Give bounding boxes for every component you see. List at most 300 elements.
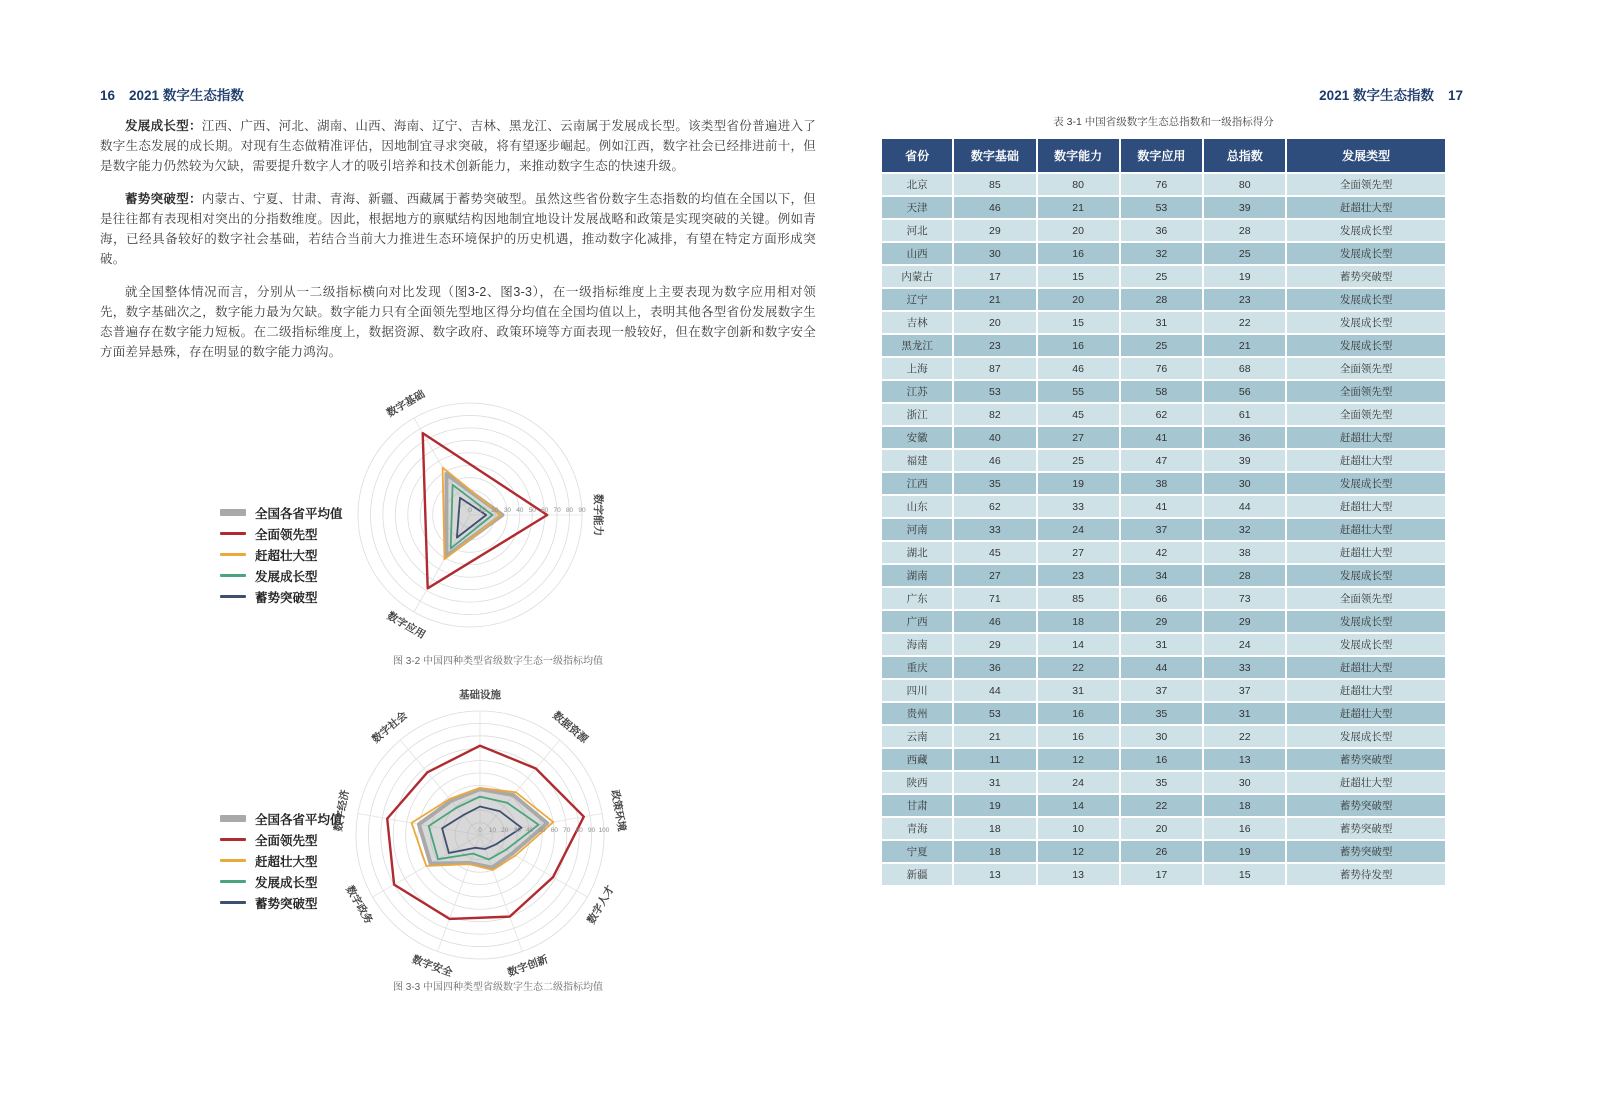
table-cell: 39 [1204,450,1285,471]
table-cell: 蓄势突破型 [1287,266,1445,287]
table-cell: 30 [1204,473,1285,494]
report-title-left: 2021 数字生态指数 [129,88,244,103]
table-cell: 23 [1204,289,1285,310]
table-cell: 23 [954,335,1035,356]
table-cell: 16 [1038,726,1119,747]
legend-label: 发展成长型 [255,569,318,584]
table-cell: 32 [1204,519,1285,540]
table-cell: 27 [954,565,1035,586]
table-cell: 14 [1038,795,1119,816]
table-cell: 62 [1121,404,1202,425]
radar-chart-level2 [290,680,670,990]
axis-label: 基础设施 [459,688,501,701]
table-cell: 发展成长型 [1287,473,1445,494]
table-cell: 全面领先型 [1287,381,1445,402]
legend-label: 发展成长型 [255,875,318,890]
table-cell: 赶超壮大型 [1287,450,1445,471]
table-cell: 发展成长型 [1287,565,1445,586]
tick-label: 60 [541,507,549,514]
table-cell: 15 [1038,312,1119,333]
table-cell: 赶超壮大型 [1287,680,1445,701]
table-row [882,795,1445,816]
table-cell: 宁夏 [882,841,952,862]
table-cell: 46 [954,197,1035,218]
table-row [882,473,1445,494]
axis-label: 数字经济 [332,788,352,833]
legend-label: 赶超壮大型 [255,548,318,563]
report-title-right: 2021 数字生态指数 [1319,88,1434,103]
table-cell: 青海 [882,818,952,839]
table-cell: 22 [1038,657,1119,678]
table-cell: 陕西 [882,772,952,793]
table-cell: 20 [954,312,1035,333]
table-cell: 85 [1038,588,1119,609]
table-cell: 31 [1038,680,1119,701]
legend-swatch [220,901,246,905]
tick-label: 0 [478,827,482,834]
axis-label: 数字政务 [343,883,375,927]
tick-label: 30 [503,507,511,514]
table-cell: 29 [1121,611,1202,632]
table-cell: 发展成长型 [1287,335,1445,356]
table-cell: 30 [1121,726,1202,747]
table-cell: 36 [954,657,1035,678]
axis-label: 数字基础 [384,388,428,420]
table-row [882,818,1445,839]
tick-label: 0 [468,507,472,514]
table-cell: 浙江 [882,404,952,425]
table-cell: 29 [954,220,1035,241]
tick-label: 90 [578,507,586,514]
table-cell: 赶超壮大型 [1287,542,1445,563]
table-cell: 76 [1121,358,1202,379]
table-cell: 53 [954,381,1035,402]
table-cell: 河北 [882,220,952,241]
table-cell: 44 [1204,496,1285,517]
table-cell: 吉林 [882,312,952,333]
table-cell: 发展成长型 [1287,243,1445,264]
table-cell: 66 [1121,588,1202,609]
paragraph-lead: 蓄势突破型： [125,192,202,206]
table-row [882,381,1445,402]
paragraph-growing-type [100,116,816,176]
table-cell: 13 [954,864,1035,885]
axis-label: 数字安全 [410,953,454,980]
table-cell: 赶超壮大型 [1287,703,1445,724]
table-cell: 广东 [882,588,952,609]
table-cell: 上海 [882,358,952,379]
table-cell: 发展成长型 [1287,634,1445,655]
table-section [880,114,1447,887]
table-cell: 赶超壮大型 [1287,519,1445,540]
table-cell: 35 [1121,772,1202,793]
tick-label: 10 [488,827,497,834]
table-cell: 20 [1121,818,1202,839]
column-header: 数字应用 [1121,139,1202,172]
table-cell: 内蒙古 [882,266,952,287]
table-cell: 赶超壮大型 [1287,772,1445,793]
table-cell: 46 [954,611,1035,632]
table-cell: 31 [954,772,1035,793]
table-row [882,243,1445,264]
table-cell: 27 [1038,542,1119,563]
table-cell: 28 [1204,565,1285,586]
table-cell: 24 [1038,519,1119,540]
table-cell: 广西 [882,611,952,632]
table-cell: 37 [1121,680,1202,701]
table-cell: 云南 [882,726,952,747]
table-cell: 赶超壮大型 [1287,197,1445,218]
page-number-right: 17 [1447,88,1463,103]
table-cell: 16 [1038,335,1119,356]
tick-label: 40 [516,507,524,514]
table-cell: 19 [954,795,1035,816]
table-cell: 41 [1121,496,1202,517]
table-row [882,312,1445,333]
table-cell: 发展成长型 [1287,220,1445,241]
column-header: 省份 [882,139,952,172]
table-cell: 蓄势待发型 [1287,864,1445,885]
table-cell: 25 [1038,450,1119,471]
table-cell: 25 [1204,243,1285,264]
table-cell: 31 [1121,634,1202,655]
table-cell: 蓄势突破型 [1287,818,1445,839]
table-cell: 全面领先型 [1287,358,1445,379]
table-cell: 22 [1121,795,1202,816]
table-cell: 22 [1204,726,1285,747]
table-cell: 蓄势突破型 [1287,749,1445,770]
legend-swatch [220,815,246,822]
table-cell: 31 [1121,312,1202,333]
table-row [882,404,1445,425]
table-cell: 55 [1038,381,1119,402]
table-cell: 山东 [882,496,952,517]
table-row [882,657,1445,678]
table-cell: 85 [954,174,1035,195]
table-cell: 14 [1038,634,1119,655]
tick-label: 20 [501,827,509,834]
table-cell: 26 [1121,841,1202,862]
table-cell: 赶超壮大型 [1287,657,1445,678]
table-row [882,772,1445,793]
table-cell: 19 [1038,473,1119,494]
table-row [882,680,1445,701]
paragraph-national-overview [100,282,816,362]
table-cell: 13 [1038,864,1119,885]
table-cell: 21 [954,726,1035,747]
table-row [882,289,1445,310]
page-header-left [100,84,244,104]
table-row [882,220,1445,241]
table-cell: 62 [954,496,1035,517]
legend-label: 蓄势突破型 [255,590,318,605]
table-cell: 29 [1204,611,1285,632]
table-cell: 天津 [882,197,952,218]
table-cell: 18 [1204,795,1285,816]
table-cell: 87 [954,358,1035,379]
table-row [882,634,1445,655]
body-text-column [100,116,816,362]
legend-swatch [220,859,246,863]
table-cell: 18 [954,818,1035,839]
table-cell: 19 [1204,266,1285,287]
tick-label: 50 [528,507,536,514]
table-cell: 重庆 [882,657,952,678]
table-cell: 24 [1204,634,1285,655]
table-body [882,174,1445,885]
table-cell: 28 [1204,220,1285,241]
legend-swatch [220,880,246,884]
table-cell: 黑龙江 [882,335,952,356]
table-cell: 蓄势突破型 [1287,841,1445,862]
table-cell: 23 [1038,565,1119,586]
tick-label: 60 [550,827,559,834]
table-cell: 46 [954,450,1035,471]
tick-label: 10 [478,507,487,514]
table-row [882,703,1445,724]
figure-3-2 [140,384,856,676]
table-row [882,335,1445,356]
table-header-row [882,139,1445,172]
axis-label: 数字能力 [592,494,605,536]
table-cell: 16 [1038,243,1119,264]
table-cell: 36 [1204,427,1285,448]
table-title: 表 3-1 中国省级数字生态总指数和一级指标得分 [1053,116,1274,128]
tick-label: 50 [538,827,546,834]
axis-label: 数字创新 [506,953,550,980]
table-cell: 全面领先型 [1287,588,1445,609]
table-row [882,519,1445,540]
table-cell: 21 [1204,335,1285,356]
table-cell: 20 [1038,289,1119,310]
table-cell: 32 [1121,243,1202,264]
table-cell: 31 [1204,703,1285,724]
table-cell: 15 [1038,266,1119,287]
table-cell: 41 [1121,427,1202,448]
column-header: 发展类型 [1287,139,1445,172]
figure-caption: 图 3-2 中国四种类型省级数字生态一级指标均值 [392,656,603,667]
table-cell: 68 [1204,358,1285,379]
table-cell: 贵州 [882,703,952,724]
table-cell: 湖南 [882,565,952,586]
table-row [882,427,1445,448]
page-number-left: 16 [100,88,116,103]
table-row [882,450,1445,471]
table-cell: 16 [1204,818,1285,839]
table-cell: 13 [1204,749,1285,770]
table-cell: 12 [1038,841,1119,862]
column-header: 数字基础 [954,139,1035,172]
table-cell: 33 [954,519,1035,540]
table-cell: 河南 [882,519,952,540]
table-cell: 赶超壮大型 [1287,427,1445,448]
table-cell: 发展成长型 [1287,312,1445,333]
table-cell: 全面领先型 [1287,174,1445,195]
legend-label: 全国各省平均值 [255,506,343,521]
legend-label: 蓄势突破型 [255,896,318,911]
tick-label: 100 [598,827,610,834]
table-cell: 44 [954,680,1035,701]
paragraph-breakthrough-type [100,189,816,269]
table-cell: 45 [1038,404,1119,425]
table-row [882,496,1445,517]
table-cell: 发展成长型 [1287,611,1445,632]
table-cell: 16 [1038,703,1119,724]
tick-label: 20 [491,507,499,514]
table-cell: 80 [1204,174,1285,195]
table-cell: 15 [1204,864,1285,885]
table-cell: 30 [954,243,1035,264]
table-cell: 10 [1038,818,1119,839]
table-cell: 33 [1204,657,1285,678]
figure-caption: 图 3-3 中国四种类型省级数字生态二级指标均值 [392,982,603,993]
table-cell: 安徽 [882,427,952,448]
table-cell: 福建 [882,450,952,471]
table-row [882,588,1445,609]
table-cell: 73 [1204,588,1285,609]
page-header-right [1319,84,1463,104]
table-cell: 71 [954,588,1035,609]
table-cell: 36 [1121,220,1202,241]
tick-label: 80 [565,507,574,514]
table-cell: 82 [954,404,1035,425]
legend-swatch [220,532,246,536]
table-cell: 湖北 [882,542,952,563]
table-cell: 发展成长型 [1287,289,1445,310]
legend-label: 全国各省平均值 [255,812,343,827]
legend-label: 全面领先型 [255,833,318,848]
legend-swatch [220,574,246,578]
table-cell: 新疆 [882,864,952,885]
tick-label: 80 [575,827,583,834]
table-cell: 甘肃 [882,795,952,816]
tick-label: 70 [553,507,561,514]
table-cell: 江西 [882,473,952,494]
table-cell: 30 [1204,772,1285,793]
paragraph-text: 就全国整体情况而言，分别从一二级指标横向对比发现（图3-2、图3-3），在一级指标维度上主要表现为数字应用相对领先，数字基础次之，数字能力最为欠缺。数字能力只有全面领先型地区得分均值在全国均值以上，表明其他各型省份发展数字生态普遍存在数字能力短板。在二级指标维度上，数据资源、数字政府、政策环境等方面表现一般较好，但在数字创新和数字安全方面差异悬殊，存在明显的数字能力鸿沟。 [100,285,816,359]
table-cell: 28 [1121,289,1202,310]
table-cell: 37 [1204,680,1285,701]
table-cell: 赶超壮大型 [1287,496,1445,517]
table-cell: 西藏 [882,749,952,770]
table-cell: 25 [1121,266,1202,287]
table-cell: 40 [954,427,1035,448]
table-cell: 江苏 [882,381,952,402]
radar-chart-level1 [300,384,640,646]
table-cell: 56 [1204,381,1285,402]
table-cell: 16 [1121,749,1202,770]
table-cell: 24 [1038,772,1119,793]
legend-label: 赶超壮大型 [255,854,318,869]
column-header: 数字能力 [1038,139,1119,172]
table-cell: 47 [1121,450,1202,471]
table-row [882,864,1445,885]
table-cell: 山西 [882,243,952,264]
table-cell: 76 [1121,174,1202,195]
axis-label: 数字人才 [585,883,617,927]
tick-label: 90 [587,827,596,834]
table-cell: 21 [954,289,1035,310]
table-cell: 46 [1038,358,1119,379]
table-cell: 22 [1204,312,1285,333]
table-row [882,841,1445,862]
table-cell: 38 [1204,542,1285,563]
tick-label: 40 [525,827,534,834]
table-cell: 21 [1038,197,1119,218]
provinces-table [880,137,1447,887]
table-cell: 42 [1121,542,1202,563]
table-cell: 发展成长型 [1287,726,1445,747]
table-cell: 80 [1038,174,1119,195]
table-cell: 蓄势突破型 [1287,795,1445,816]
axis-label: 政策环境 [608,788,628,833]
table-cell: 33 [1038,496,1119,517]
legend-swatch [220,509,246,516]
table-cell: 四川 [882,680,952,701]
table-row [882,726,1445,747]
table-cell: 38 [1121,473,1202,494]
table-cell: 17 [954,266,1035,287]
table-cell: 19 [1204,841,1285,862]
table-cell: 35 [1121,703,1202,724]
axis-label: 数字社会 [369,709,410,746]
table-cell: 29 [954,634,1035,655]
legend-swatch [220,838,246,842]
table-cell: 25 [1121,335,1202,356]
table-cell: 18 [1038,611,1119,632]
table-cell: 37 [1121,519,1202,540]
paragraph-lead: 发展成长型： [125,119,202,133]
table-row [882,358,1445,379]
table-cell: 17 [1121,864,1202,885]
table-cell: 61 [1204,404,1285,425]
table-cell: 20 [1038,220,1119,241]
table-cell: 27 [1038,427,1119,448]
table-cell: 海南 [882,634,952,655]
table-row [882,542,1445,563]
figure-3-3 [140,678,856,992]
table-cell: 12 [1038,749,1119,770]
table-row [882,565,1445,586]
table-cell: 35 [954,473,1035,494]
table-cell: 全面领先型 [1287,404,1445,425]
table-row [882,611,1445,632]
axis-label: 数据资源 [550,709,591,746]
legend-swatch [220,595,246,599]
table-cell: 18 [954,841,1035,862]
table-cell: 53 [954,703,1035,724]
legend-label: 全面领先型 [255,527,318,542]
table-cell: 39 [1204,197,1285,218]
table-cell: 34 [1121,565,1202,586]
table-cell: 44 [1121,657,1202,678]
paragraph-text: 内蒙古、宁夏、甘肃、青海、新疆、西藏属于蓄势突破型。虽然这些省份数字生态指数的均值在全国以下，但是往往都有表现相对突出的分指数维度。因此，根据地方的禀赋结构因地制宜地设计发展战略和政策是实现突破的关键。例如青海，已经具备较好的数字社会基础，若结合当前大力推进生态环境保护的历史机遇，推动数字化减排，有望在特定方面形成突破。 [100,192,816,266]
tick-label: 70 [563,827,571,834]
table-cell: 53 [1121,197,1202,218]
table-row [882,197,1445,218]
axis-label: 数字应用 [384,609,428,642]
legend-swatch [220,553,246,557]
table-row [882,174,1445,195]
paragraph-text: 江西、广西、河北、湖南、山西、海南、辽宁、吉林、黑龙江、云南属于发展成长型。该类型省份普遍进入了数字生态发展的成长期。对现有生态做精准评估，因地制宜寻求突破，将有望逐步崛起。例如江西，数字社会已经排进前十，但是数字能力仍然较为欠缺，需要提升数字人才的吸引培养和技术创新能力，来推动数字生态的快速升级。 [100,119,816,173]
table-cell: 辽宁 [882,289,952,310]
table-row [882,266,1445,287]
table-cell: 58 [1121,381,1202,402]
table-row [882,749,1445,770]
tick-label: 30 [513,827,521,834]
table-cell: 45 [954,542,1035,563]
column-header: 总指数 [1204,139,1285,172]
